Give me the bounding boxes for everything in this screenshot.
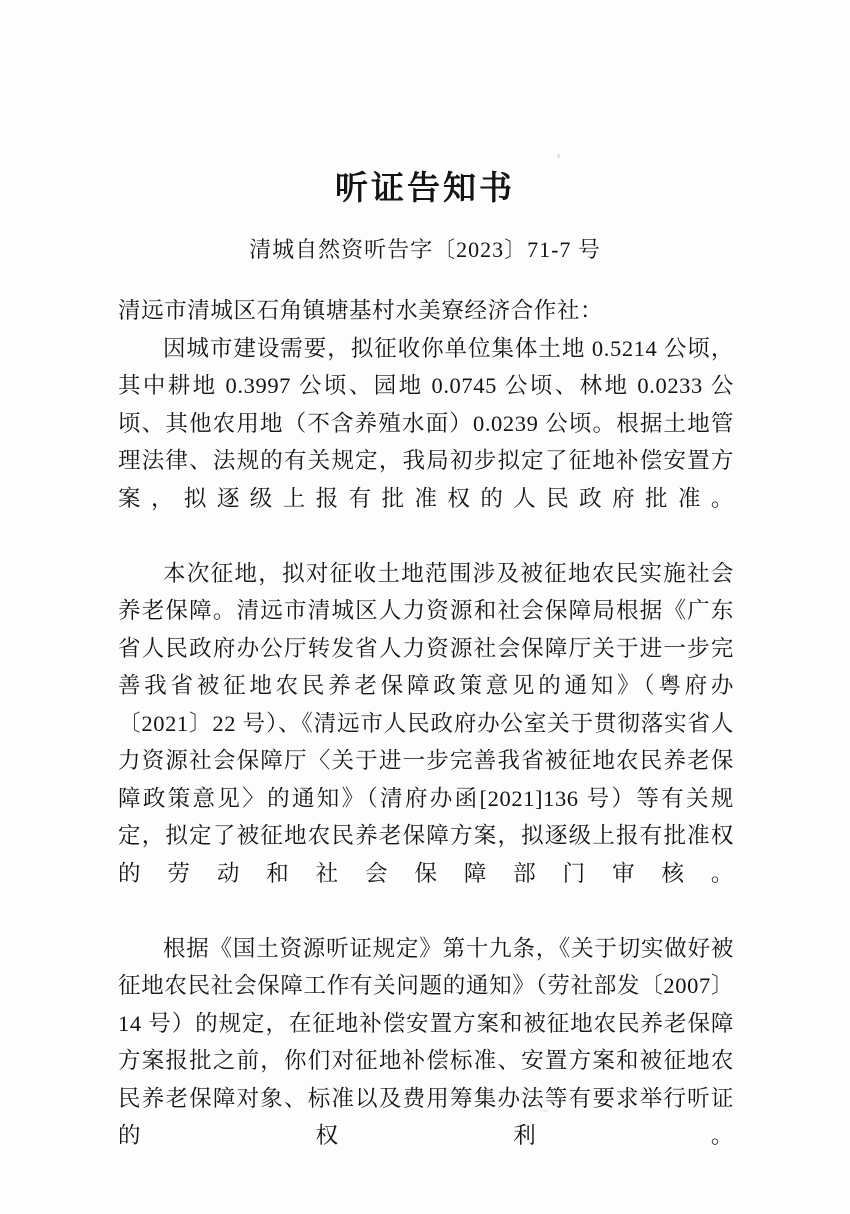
body-paragraph: 本次征地，拟对征收土地范围涉及被征地农民实施社会养老保障。清远市清城区人力资源和社会保障局根据《广东省人民政府办公厅转发省人力资源社会保障厅关于进一步完善我省被征地农民养老保障政策意见的通知》（粤府办〔2021〕22 号）、《清远市人民政府办公室关于贯彻落实省人力资源社会保障厅〈关于进一步完善我省被征地农民养老保障政策意见〉的通知》（清府办函[2021]136 号）等有关规定，拟定了被征地农民养老保障方案，拟逐级上报有批准权的劳动和社会保障部门审核。 bbox=[118, 560, 734, 886]
scan-speck-icon bbox=[557, 154, 560, 158]
document-number: 清城自然资听告字〔2023〕71-7 号 bbox=[249, 237, 601, 262]
body-paragraph: 根据《国土资源听证规定》第十九条，《关于切实做好被征地农民社会保障工作有关问题的通知》（劳社部发〔2007〕14 号）的规定，在征地补偿安置方案和被征地农民养老保障方案报批之前，你们对征地补偿标准、安置方案和被征地农民养老保障对象、标准以及费用筹集办法等有要求举行听证的权利。 bbox=[118, 935, 734, 1148]
salutation: 清远市清城区石角镇塘基村水美寮经济合作社： bbox=[118, 298, 604, 323]
body-paragraph: 因城市建设需要，拟征收你单位集体土地 0.5214 公顷，其中耕地 0.3997 公顷、园地 0.0745 公顷、林地 0.0233 公顷、其他农用地（不含养殖水面）0.0239 公顷。根据土地管理法律、法规的有关规定，我局初步拟定了征地补偿安置方案，拟逐级上报有批准权的人民政府批准。 bbox=[118, 335, 734, 511]
page-title: 听证告知书 bbox=[335, 169, 515, 206]
document-body bbox=[118, 292, 734, 1192]
